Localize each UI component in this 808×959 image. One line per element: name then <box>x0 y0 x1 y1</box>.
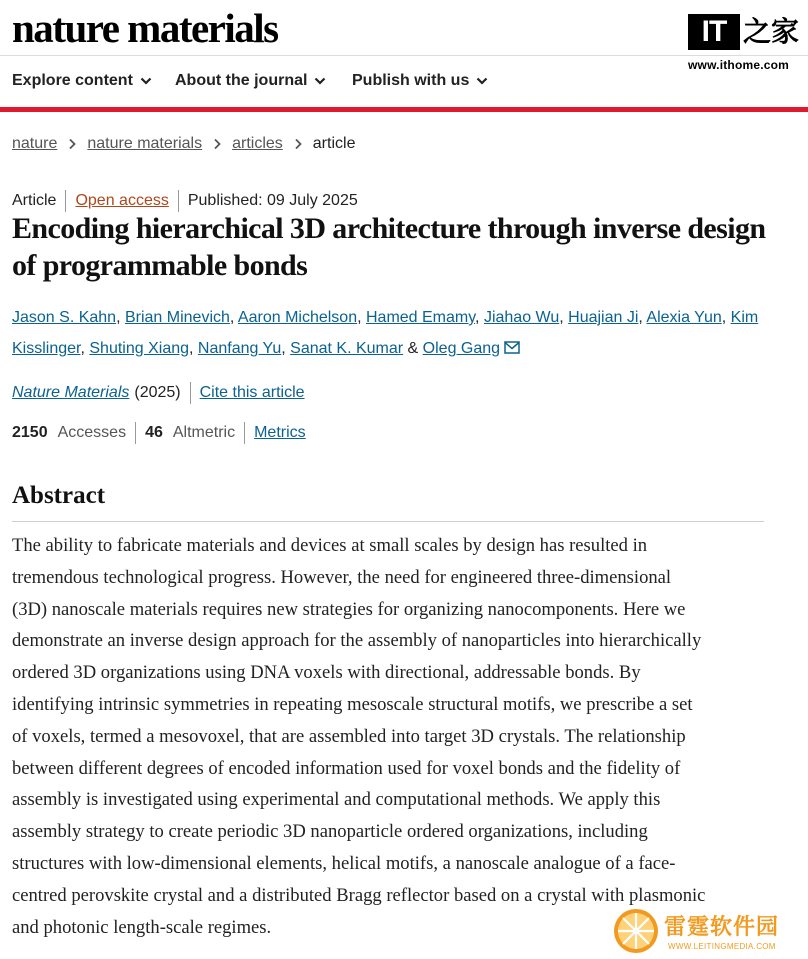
author-link[interactable]: Sanat K. Kumar <box>290 340 404 357</box>
chevron-down-icon <box>313 74 327 88</box>
article-title: Encoding hierarchical 3D architecture through inverse design of programmable bonds <box>12 212 766 282</box>
author-link[interactable]: Hamed Emamy <box>365 309 476 326</box>
chevron-right-icon <box>66 138 78 150</box>
chevron-down-icon <box>139 74 153 88</box>
author-link[interactable]: Nanfang Yu <box>197 340 282 357</box>
author-link[interactable]: Shuting Xiang <box>89 340 190 357</box>
mail-icon[interactable] <box>504 341 520 354</box>
journal-logo[interactable]: nature materials <box>12 5 278 51</box>
divider <box>190 382 191 404</box>
abstract-body <box>12 530 772 943</box>
author-conjunction: & <box>407 340 419 357</box>
ithome-logo <box>688 14 800 50</box>
nav-explore-content[interactable] <box>12 72 153 90</box>
leiting-watermark <box>610 906 804 956</box>
ithome-zh-mark: 之家 <box>743 15 800 48</box>
abstract-line: between different degrees of encoded information used for voxel bonds and the fidelity of <box>12 757 681 779</box>
author-link[interactable]: Aaron Michelson <box>237 309 358 326</box>
abstract-line: assembly is investigated using experimental and computational methods. We apply this <box>12 789 661 811</box>
accesses-label: Accesses <box>57 424 127 441</box>
nav-about-label: About the journal <box>175 72 308 89</box>
leiting-watermark-url: WWW.LEITINGMEDIA.COM <box>668 942 776 951</box>
altmetric-label: Altmetric <box>172 424 236 441</box>
ithome-url: www.ithome.com <box>688 58 790 72</box>
published-date: Published: 09 July 2025 <box>187 192 358 209</box>
abstract-line: identifying intrinsic symmetries in repeating mesoscale structural motifs, we prescribe a set <box>12 693 693 715</box>
cite-this-article-link[interactable]: Cite this article <box>199 384 305 401</box>
chevron-down-icon <box>475 74 489 88</box>
divider <box>135 422 136 444</box>
divider <box>65 190 66 212</box>
abstract-line: assembly strategy to create periodic 3D nanoparticle ordered organizations, including <box>12 821 648 843</box>
divider <box>178 190 179 212</box>
leiting-watermark-text: 雷霆软件园 <box>664 915 780 940</box>
orange-slice-icon <box>612 907 660 955</box>
abstract-divider <box>12 521 764 522</box>
abstract-line: ordered 3D organizations using DNA voxels with directional, addressable bonds. By <box>12 662 641 684</box>
abstract-line: structures with low-dimensional elements, helical motifs, a nanoscale analogue of a face- <box>12 852 676 874</box>
journal-link[interactable]: Nature Materials <box>12 384 130 401</box>
abstract-line: tremendous technological progress. However, the need for engineered three-dimensional <box>12 566 672 588</box>
author-link[interactable]: Brian Minevich <box>124 309 230 326</box>
abstract-line: (3D) nanoscale materials requires new strategies for organizing nanocomponents. Here we <box>12 598 686 620</box>
article-meta <box>12 190 358 212</box>
author-link[interactable]: Alexia Yun <box>646 309 722 326</box>
chevron-right-icon <box>292 138 304 150</box>
nav-publish-with-us[interactable] <box>352 72 489 90</box>
ithome-it-mark: IT <box>688 14 740 50</box>
header-accent-bar <box>0 107 808 112</box>
author-link[interactable]: Jiahao Wu <box>483 309 560 326</box>
metrics-link[interactable]: Metrics <box>254 424 306 441</box>
nav-publish-label: Publish with us <box>352 72 470 89</box>
altmetric-count: 46 <box>145 424 163 441</box>
breadcrumb-articles[interactable]: articles <box>232 135 283 152</box>
main-nav <box>0 55 808 105</box>
divider <box>244 422 245 444</box>
nav-about-journal[interactable] <box>175 72 327 90</box>
abstract-line: centred perovskite crystal and a distributed Bragg reflector based on a crystal with plasmonic <box>12 884 706 906</box>
article-type: Article <box>12 192 57 209</box>
citation-row <box>12 382 305 404</box>
breadcrumb <box>12 135 355 153</box>
open-access-link[interactable]: Open access <box>75 192 169 209</box>
nav-explore-label: Explore content <box>12 72 133 89</box>
author-link[interactable]: Kisslinger <box>12 340 81 357</box>
breadcrumb-nature[interactable]: nature <box>12 135 58 152</box>
chevron-right-icon <box>211 138 223 150</box>
abstract-line: of voxels, termed a mesovoxel, that are assembled into target 3D crystals. The relationship <box>12 725 686 747</box>
abstract-line: The ability to fabricate materials and devices at small scales by design has resulted in <box>12 535 648 556</box>
author-link[interactable]: Jason S. Kahn <box>12 309 117 326</box>
author-link[interactable]: Huajian Ji <box>568 309 639 326</box>
metrics-row <box>12 422 306 444</box>
corresponding-author-link[interactable]: Oleg Gang <box>422 340 501 357</box>
author-link[interactable]: Kim <box>730 309 759 326</box>
author-list: Jason S. Kahn, Brian Minevich, Aaron Michelson, Hamed Emamy, Jiahao Wu, Huajian Ji, Alexia Yun, Kim Kisslinger, Shuting Xiang, Nanfang Yu, Sanat K. Kumar & Oleg Gang <box>12 309 759 357</box>
abstract-line: and photonic length-scale regimes. <box>12 916 272 938</box>
breadcrumb-current: article <box>312 135 356 152</box>
abstract-heading: Abstract <box>12 482 106 509</box>
breadcrumb-nature-materials[interactable]: nature materials <box>87 135 203 152</box>
publication-year: (2025) <box>134 384 181 401</box>
abstract-line: demonstrate an inverse design approach for the assembly of nanoparticles into hierarchically <box>12 630 702 652</box>
accesses-count: 2150 <box>12 424 48 441</box>
site-header <box>0 0 808 112</box>
